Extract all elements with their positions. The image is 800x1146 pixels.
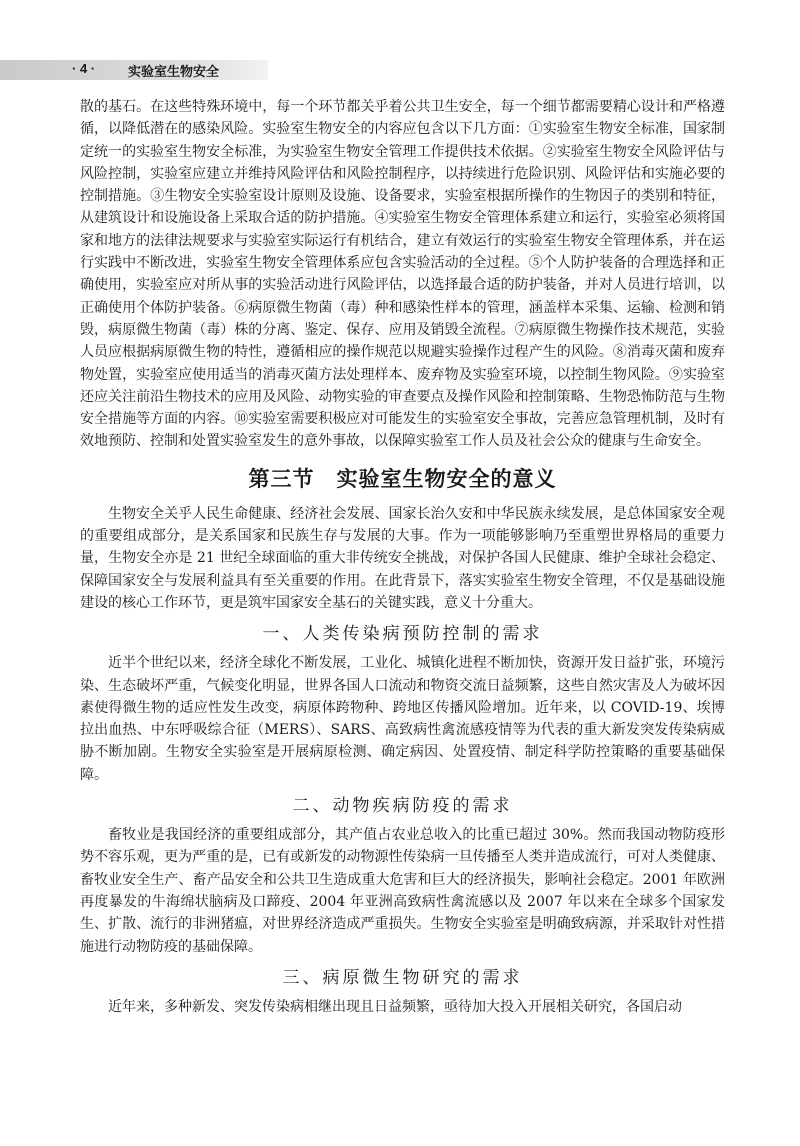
subsection-paragraph-pathogen-research: 近年来，多种新发、突发传染病相继出现且日益频繁，亟待加大投入开展相关研究，各国启动: [108, 998, 682, 1015]
subsection-paragraph-animal-disease: 畜牧业是我国经济的重要组成部分，其产值占农业总收入的比重已超过 30%。然而我国动物防疫形势不容乐观，更为严重的是，已有或新发的动物源性传染病一旦传播至人类并造成流行，可对人类健康、畜牧业安全生产、畜产品安全和公共卫生造成重大危害和巨大的经济损失，影响社会稳定。2001 年欧洲再度暴发的牛海绵状脑病及口蹄疫、2004 年亚洲高致病性禽流感以及 2007 年以来在全球多个国家发生、扩散、流行的非洲猪瘟，对世界经济造成严重损失。生物安全实验室是明确致病源，并采取针对性措施进行动物防疫的基础保障。: [80, 827, 725, 955]
running-title: 实验室生物安全: [128, 64, 220, 79]
subsection-title-animal-disease: 二、动物疾病防疫的需求: [292, 796, 513, 817]
subsection-title-pathogen-research: 三、病原微生物研究的需求: [282, 967, 523, 988]
section-title: 第三节 实验室生物安全的意义: [248, 466, 557, 491]
section-intro-paragraph: 生物安全关乎人民生命健康、经济社会发展、国家长治久安和中华民族永续发展，是总体国家安全观的重要组成部分，是关系国家和民族生存与发展的大事。作为一项能够影响乃至重塑世界格局的重要力量，生物安全亦是 21 世纪全球面临的重大非传统安全挑战，对保护各国人民健康、维护全球社会稳定、保障国家安全与发展利益具有至关重要的作用。在此背景下，落实实验室生物安全管理，不仅是基础设施建设的核心工作环节，更是筑牢国家安全基石的关键实践，意义十分重大。: [80, 505, 725, 611]
page-number: · 4 ·: [72, 61, 96, 76]
page-content: [80, 96, 725, 1018]
running-header: [0, 60, 268, 80]
subsection-paragraph-human-disease: 近半个世纪以来，经济全球化不断发展，工业化、城镇化进程不断加快，资源开发日益扩张，环境污染、生态破坏严重，气候变化明显，世界各国人口流动和物资交流日益频繁，这些自然灾害及人为破坏因素使得微生物的适应性发生改变，病原体跨物种、跨地区传播风险增加。近年来，以 COVID-19、埃博拉出血热、中东呼吸综合征（MERS）、SARS、高致病性禽流感疫情等为代表的重大新发突发传染病威胁不断加剧。生物安全实验室是开展病原检测、确定病因、处置疫情、制定科学防控策略的重要基础保障。: [80, 655, 725, 783]
subsection-title-human-disease: 一、人类传染病预防控制的需求: [262, 624, 543, 645]
intro-paragraph: 散的基石。在这些特殊环境中，每一个环节都关乎着公共卫生安全，每一个细节都需要精心设计和严格遵循，以降低潜在的感染风险。实验室生物安全的内容应包含以下几方面：①实验室生物安全标准，国家制定统一的实验室生物安全标准，为实验室生物安全管理工作提供技术依据。②实验室生物安全风险评估与风险控制，实验室应建立并维持风险评估和风险控制程序，以持续进行危险识别、风险评估和实施必要的控制措施。③生物安全实验室设计原则及设施、设备要求，实验室根据所操作的生物因子的类别和特征，从建筑设计和设施设备上采取合适的防护措施。④实验室生物安全管理体系建立和运行，实验室必须将国家和地方的法律法规要求与实验室实际运行有机结合，建立有效运行的实验室生物安全管理体系，并在运行实践中不断改进，实验室生物安全管理体系应包含实验活动的全过程。⑤个人防护装备的合理选择和正确使用，实验室应对所从事的实验活动进行风险评估，以选择最合适的防护装备，并对人员进行培训，以正确使用个体防护装备。⑥病原微生物菌（毒）种和感染性样本的管理，涵盖样本采集、运输、检测和销毁，病原微生物菌（毒）株的分离、鉴定、保存、应用及销毁全流程。⑦病原微生物操作技术规范，实验人员应根据病原微生物的特性，遵循相应的操作规范以规避实验操作过程产生的风险。⑧消毒灭菌和废弃物处置，实验室应使用适当的消毒灭菌方法处理样本、废弃物及实验室环境，以控制生物风险。⑨实验室还应关注前沿生物技术的应用及风险、动物实验的审查要点及操作风险和控制策略、生物恐怖防范与生物安全措施等方面的内容。⑩实验室需要积极应对可能发生的实验室安全事故，完善应急管理机制，及时有效地预防、控制和处置实验室发生的意外事故，以保障实验室工作人员及社会公众的健康与生命安全。: [80, 99, 725, 450]
